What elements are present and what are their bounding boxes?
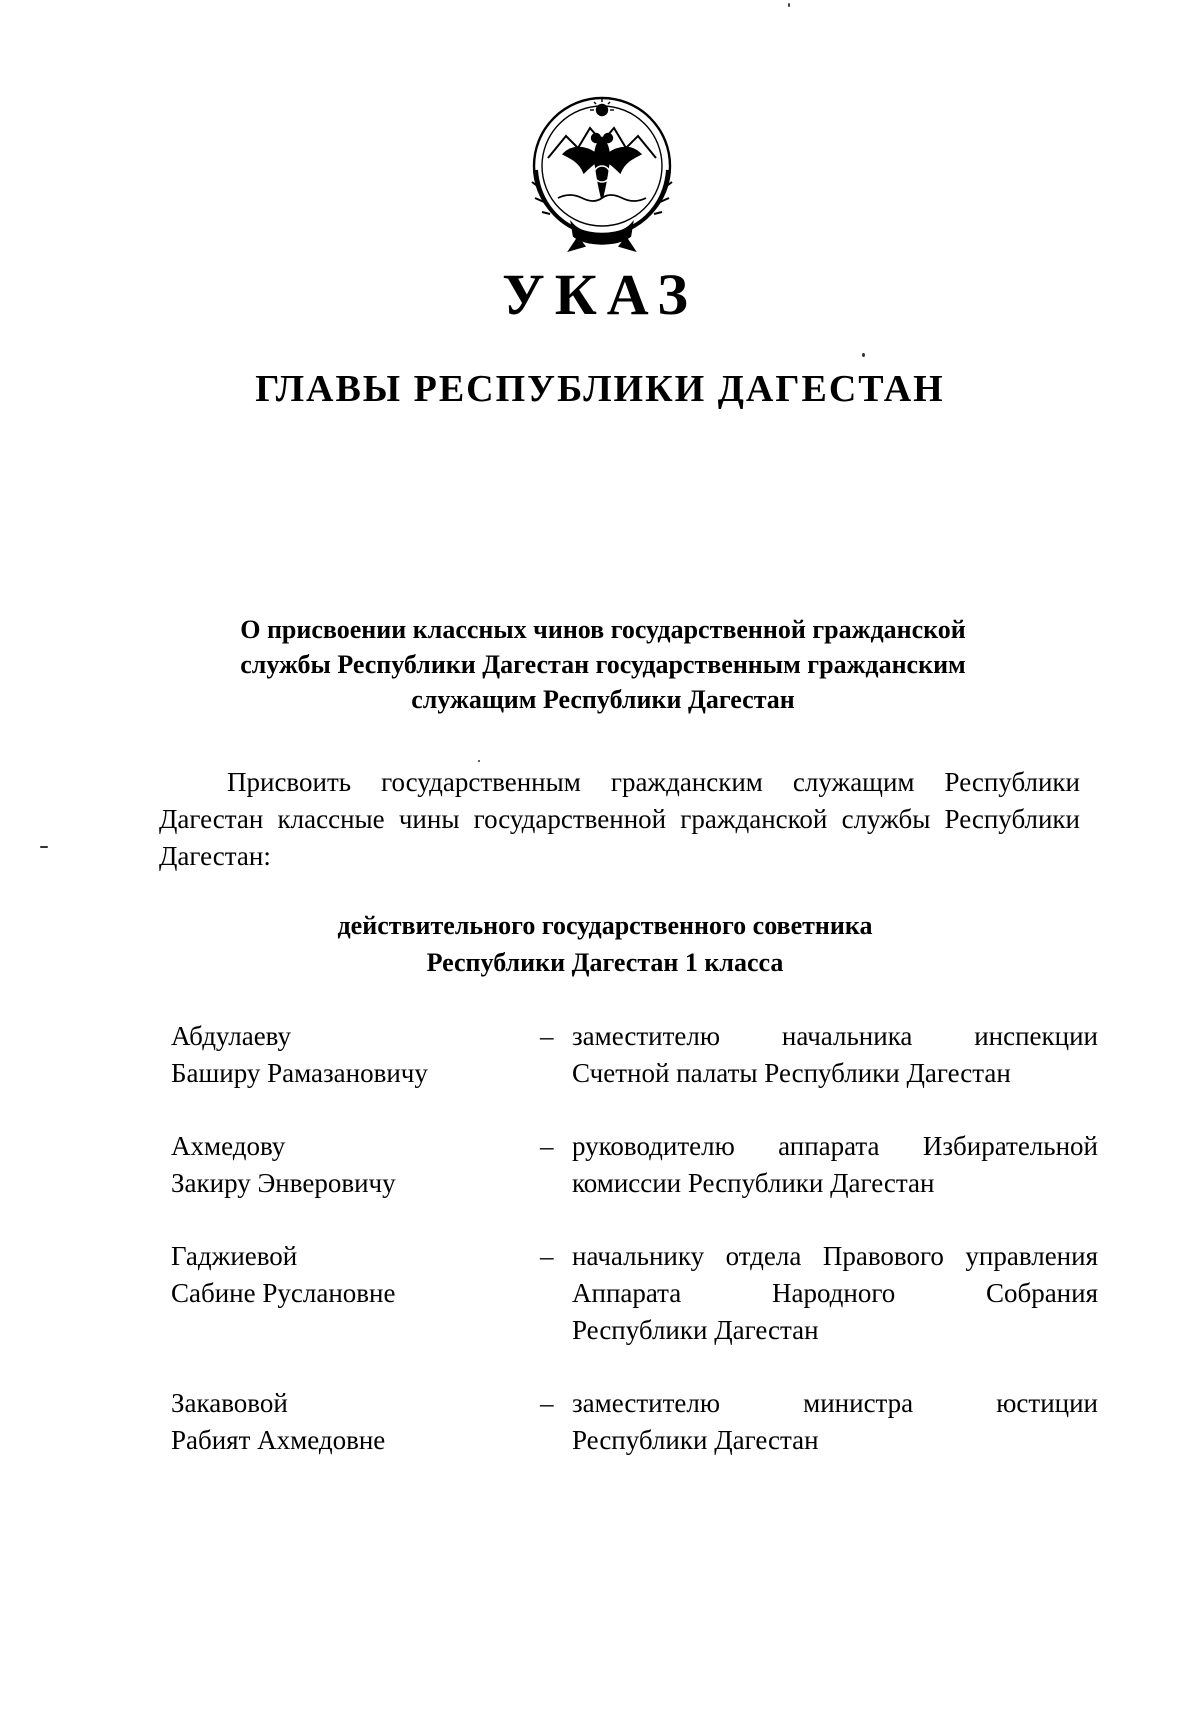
dagestan-coat-of-arms-emblem [518,88,686,256]
dash-separator: – [540,1388,554,1418]
appointee-given-names: Сабине Руслановне [171,1278,396,1308]
scan-speck [788,3,790,7]
decree-heading [180,612,1026,717]
decree-title: УКАЗ [502,262,698,327]
position-line: Счетной палаты Республики Дагестан [572,1058,1011,1088]
position-line: руководителю аппарата Избирательной [572,1131,1098,1161]
appointee-given-names: Рабият Ахмедовне [171,1425,386,1455]
position-line: заместителю начальника инспекции [572,1021,1098,1051]
appointee-surname: Гаджиевой [171,1241,298,1271]
appointee-name [171,1018,501,1092]
position-line: Республики Дагестан [572,1425,819,1455]
appointee-position [572,1238,1098,1349]
rank-heading [260,907,950,981]
appointee-surname: Абдулаеву [171,1021,292,1051]
appointee-name [171,1128,501,1202]
decree-issuer: ГЛАВЫ РЕСПУБЛИКИ ДАГЕСТАН [255,368,945,410]
appointee-surname: Закавовой [171,1388,288,1418]
appointee-given-names: Баширу Рамазановичу [171,1058,428,1088]
appointee-given-names: Закиру Энверовичу [171,1168,396,1198]
position-line: комиссии Республики Дагестан [572,1168,935,1198]
scan-speck [40,846,48,848]
decree-heading-line: службы Республики Дагестан государственным гражданским [240,650,966,679]
decree-heading-line: служащим Республики Дагестан [411,685,795,714]
appointee-position [572,1385,1098,1459]
appointee-name [171,1238,501,1312]
appointee-position [572,1128,1098,1202]
dash-separator: – [540,1021,554,1051]
rank-heading-line: действительного государственного советника [337,911,873,940]
dash-separator: – [540,1131,554,1161]
appointee-surname: Ахмедову [171,1131,286,1161]
decree-intro-paragraph: Присвоить государственным гражданским служащим Республики Дагестан классные чины государственной гражданской службы Республики Дагестан: [159,767,1080,871]
appointee-position [572,1018,1098,1092]
position-line: заместителю министра юстиции [572,1388,1098,1418]
position-line: Аппарата Народного Собрания [572,1278,1098,1308]
appointee-name [171,1385,501,1459]
rank-heading-line: Республики Дагестан 1 класса [426,948,784,977]
decree-heading-line: О присвоении классных чинов государственной гражданской [240,615,966,644]
dash-separator: – [540,1241,554,1271]
position-line: Республики Дагестан [572,1315,819,1345]
scan-speck [862,353,865,357]
position-line: начальнику отдела Правового управления [572,1241,1098,1271]
scan-speck [478,760,480,762]
